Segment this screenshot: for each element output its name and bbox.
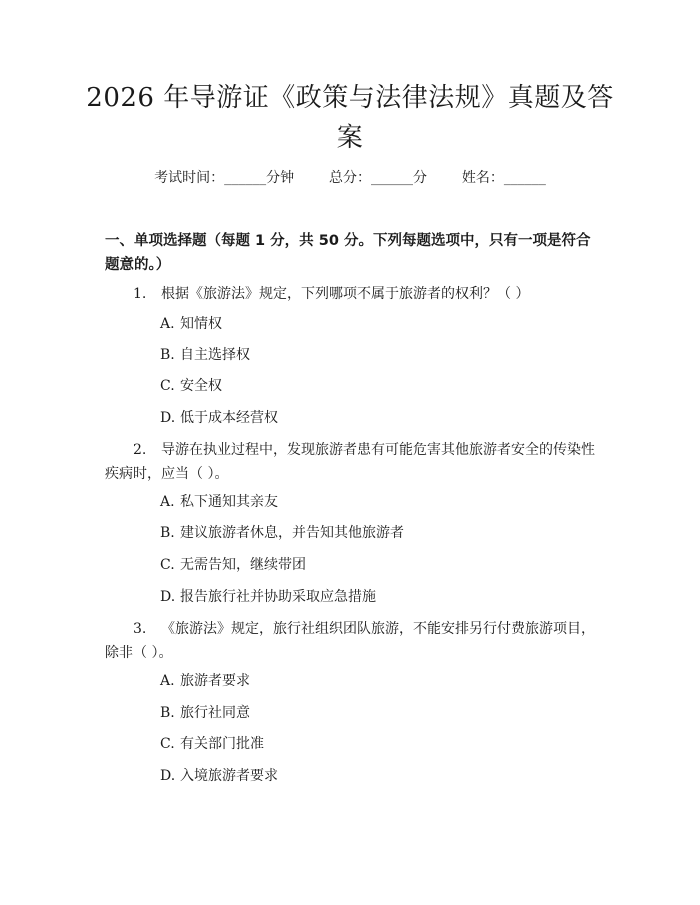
option-1c <box>160 376 222 396</box>
option-letter: B. <box>160 705 175 721</box>
option-text: 知情权 <box>180 316 222 332</box>
option-3d <box>160 766 278 786</box>
option-letter: B. <box>160 525 175 541</box>
page-title: 2026 年导游证《政策与法律法规》真题及答案 <box>86 83 614 153</box>
option-letter: D. <box>160 410 176 426</box>
option-2d <box>160 587 376 607</box>
option-1d <box>160 408 278 428</box>
name-label: 姓名：______ <box>461 170 546 186</box>
option-2a <box>160 492 278 512</box>
option-text: 建议旅游者休息，并告知其他旅游者 <box>180 525 404 541</box>
option-text: 无需告知，继续带团 <box>180 557 306 573</box>
option-3a <box>160 671 250 691</box>
exam-time-label: 考试时间：______分钟 <box>154 170 295 186</box>
option-letter: C. <box>160 557 175 573</box>
question-stem: 导游在执业过程中，发现旅游者患有可能危害其他旅游者安全的传染性疾病时，应当（ ）。 <box>105 442 595 482</box>
option-2b <box>160 523 404 543</box>
option-letter: B. <box>160 347 175 363</box>
option-text: 旅行社同意 <box>180 705 250 721</box>
question-1 <box>105 282 600 306</box>
option-letter: D. <box>160 589 176 605</box>
option-letter: A. <box>160 316 175 332</box>
option-2c <box>160 555 306 575</box>
option-letter: D. <box>160 768 176 784</box>
option-3c <box>160 734 264 754</box>
question-stem: 《旅游法》规定，旅行社组织团队旅游，不能安排另行付费旅游项目，除非（ ）。 <box>105 621 595 661</box>
option-text: 私下通知其亲友 <box>180 494 278 510</box>
option-text: 报告旅行社并协助采取应急措施 <box>180 589 376 605</box>
question-2 <box>105 438 600 486</box>
option-letter: A. <box>160 673 175 689</box>
option-text: 有关部门批准 <box>180 736 264 752</box>
total-score-label: 总分：______分 <box>329 170 427 186</box>
question-number: 2. <box>133 442 147 458</box>
option-letter: C. <box>160 378 175 394</box>
option-letter: C. <box>160 736 175 752</box>
question-number: 3. <box>133 621 147 637</box>
option-text: 低于成本经营权 <box>180 410 278 426</box>
option-letter: A. <box>160 494 175 510</box>
option-1a <box>160 314 222 334</box>
section-heading: 一、单项选择题（每题 1 分，共 50 分。下列每题选项中，只有一项是符合题意的。） <box>105 233 591 273</box>
exam-meta <box>0 168 700 188</box>
option-1b <box>160 345 250 365</box>
option-text: 入境旅游者要求 <box>180 768 278 784</box>
question-3 <box>105 617 600 665</box>
question-number: 1. <box>133 286 147 302</box>
option-text: 安全权 <box>180 378 222 394</box>
option-text: 旅游者要求 <box>180 673 250 689</box>
option-text: 自主选择权 <box>180 347 250 363</box>
question-stem: 根据《旅游法》规定，下列哪项不属于旅游者的权利？（ ） <box>161 286 530 302</box>
option-3b <box>160 703 250 723</box>
